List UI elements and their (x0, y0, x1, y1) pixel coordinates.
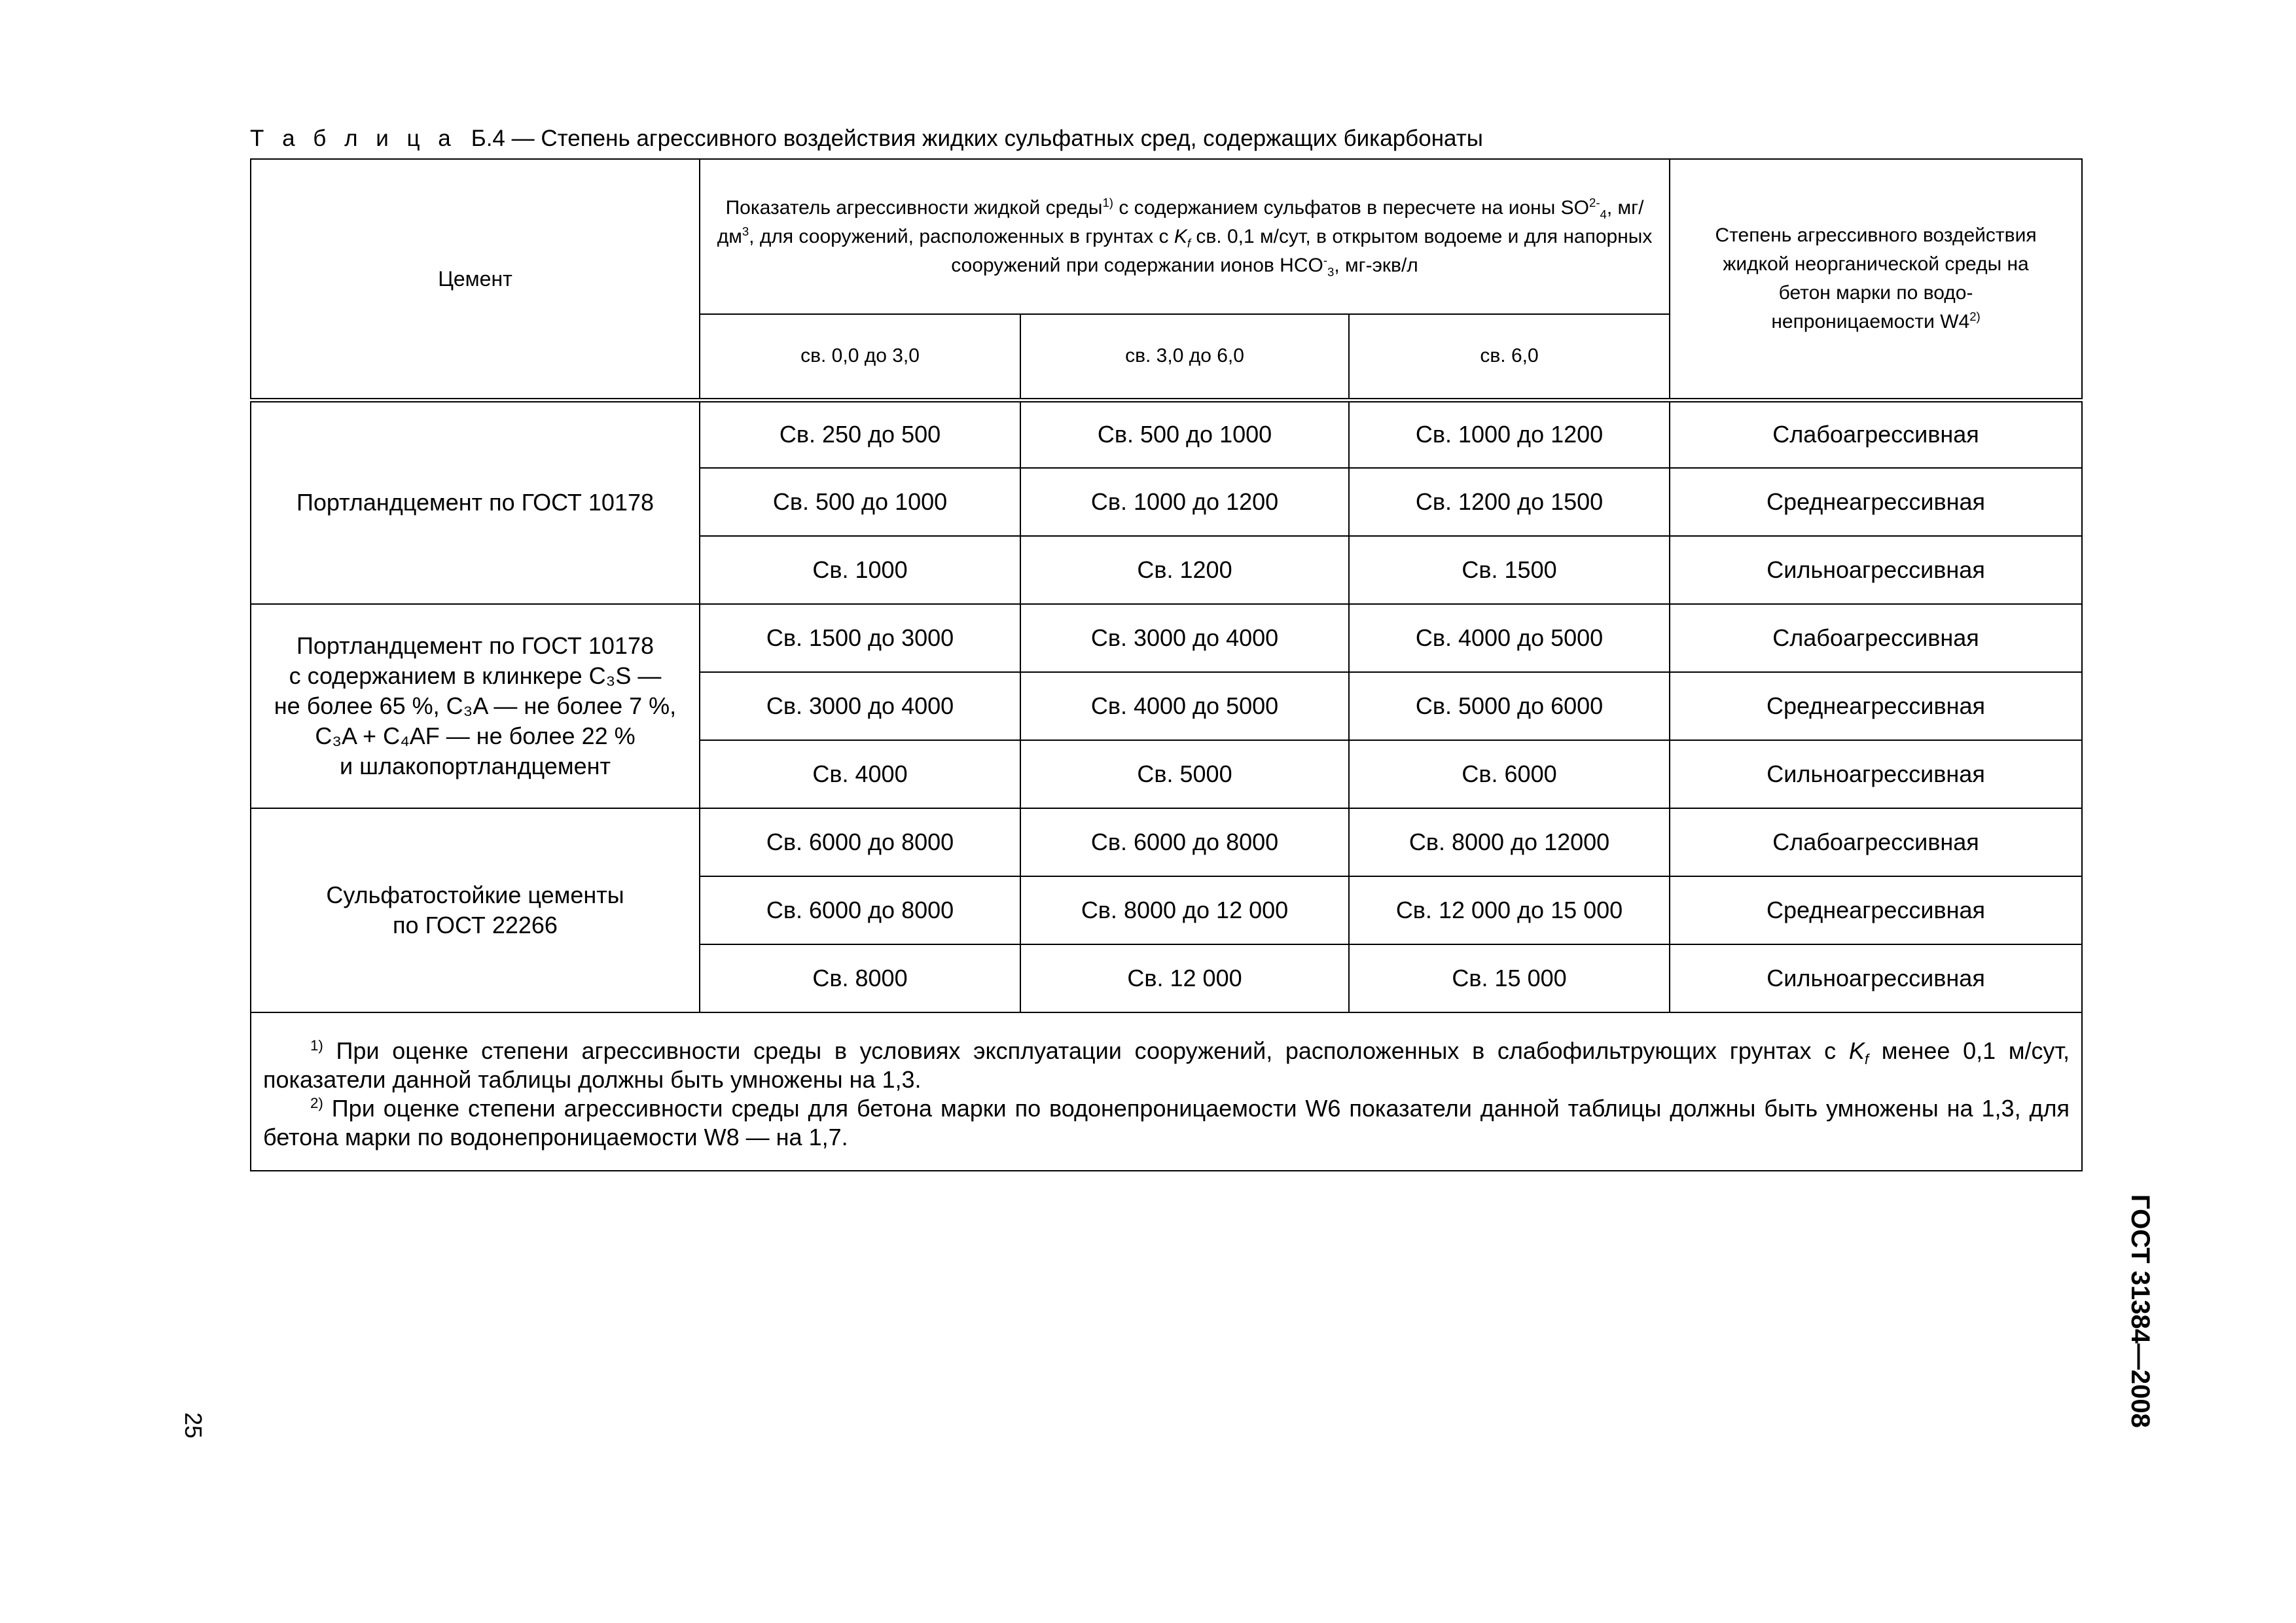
header-indicator: Показатель агрессивности жидкой среды$^{1)}$ с содержанием сульфатов в пересчете на ионы $SO^{2-}_4$, $мг/дм^3$, для сооружений, расположенных в грунтах с $K_f$ св. 0,1 м/сут, в открытом водоеме и для напорных сооружений при содержании ионов $HCO^-_3$, мг-экв/л (700, 159, 1670, 314)
degree-cell: Слабоагрессивная (1670, 400, 2082, 468)
value-cell: Св. 8000 (700, 944, 1020, 1012)
degree-cell: Среднеагрессивная (1670, 876, 2082, 944)
value-cell: Св. 6000 (1349, 740, 1670, 808)
value-cell: Св. 1200 (1020, 536, 1349, 604)
aggressiveness-table (250, 158, 2083, 1171)
table-caption (250, 124, 1483, 153)
footnote-2: $^{2)}$ При оценке степени агрессивности среды для бетона марки по водонепроницаемости W6 показатели данной таблицы должны быть умножены на 1,3, для бетона марки по водонепроницаемости W8 — на 1,7. (263, 1095, 2070, 1150)
value-cell: Св. 5000 до 6000 (1349, 672, 1670, 740)
value-cell: Св. 4000 до 5000 (1020, 672, 1349, 740)
header-degree: Степень агрессивного воздействия жидкой неорганической среды на бетон марки по водо-непроницаемости W4$^{2)}$ (1670, 159, 2082, 400)
degree-cell: Слабоагрессивная (1670, 604, 2082, 672)
value-cell: Св. 1500 до 3000 (700, 604, 1020, 672)
value-cell: Св. 5000 (1020, 740, 1349, 808)
degree-cell: Сильноагрессивная (1670, 944, 2082, 1012)
value-cell: Св. 12 000 до 15 000 (1349, 876, 1670, 944)
cement-cell-sulfate-resistant: Сульфатостойкие цементы по ГОСТ 22266 (251, 808, 700, 1012)
table-row (251, 400, 2082, 468)
value-cell: Св. 8000 до 12 000 (1020, 876, 1349, 944)
caption-text: Б.4 — Степень агрессивного воздействия жидких сульфатных сред, содержащих бикарбонаты (471, 126, 1483, 151)
value-cell: Св. 6000 до 8000 (1020, 808, 1349, 876)
value-cell: Св. 12 000 (1020, 944, 1349, 1012)
value-cell: Св. 500 до 1000 (1020, 400, 1349, 468)
value-cell: Св. 1000 до 1200 (1020, 468, 1349, 536)
table-row (251, 604, 2082, 672)
subheader-col-3: св. 6,0 (1349, 314, 1670, 400)
value-cell: Св. 6000 до 8000 (700, 808, 1020, 876)
cement-cell-portland-clinker: Портландцемент по ГОСТ 10178 с содержанием в клинкере C₃S — не более 65 %, C₃A — не более 7 %, C₃A + C₄AF — не более 22 % и шлакопортландцемент (251, 604, 700, 808)
caption-label: Т а б л и ц а (250, 126, 457, 151)
value-cell: Св. 4000 (700, 740, 1020, 808)
degree-cell: Сильноагрессивная (1670, 536, 2082, 604)
value-cell: Св. 3000 до 4000 (700, 672, 1020, 740)
value-cell: Св. 500 до 1000 (700, 468, 1020, 536)
value-cell: Св. 1200 до 1500 (1349, 468, 1670, 536)
value-cell: Св. 4000 до 5000 (1349, 604, 1670, 672)
value-cell: Св. 1500 (1349, 536, 1670, 604)
value-cell: Св. 8000 до 12000 (1349, 808, 1670, 876)
degree-cell: Среднеагрессивная (1670, 468, 2082, 536)
value-cell: Св. 1000 (700, 536, 1020, 604)
notes-row (251, 1012, 2082, 1171)
value-cell: Св. 250 до 500 (700, 400, 1020, 468)
table-row (251, 808, 2082, 876)
degree-cell: Сильноагрессивная (1670, 740, 2082, 808)
table-notes (251, 1012, 2082, 1171)
subheader-col-1: св. 0,0 до 3,0 (700, 314, 1020, 400)
value-cell: Св. 6000 до 8000 (700, 876, 1020, 944)
header-row (251, 159, 2082, 314)
header-cement: Цемент (251, 159, 700, 400)
footnote-1: $^{1)}$ При оценке степени агрессивности среды в условиях эксплуатации сооружений, расположенных в слабофильтрующих грунтах с $K_f$ менее 0,1 м/сут, показатели данной таблицы должны быть умножены на 1,3. (263, 1037, 2070, 1093)
value-cell: Св. 3000 до 4000 (1020, 604, 1349, 672)
value-cell: Св. 15 000 (1349, 944, 1670, 1012)
degree-cell: Среднеагрессивная (1670, 672, 2082, 740)
subheader-col-2: св. 3,0 до 6,0 (1020, 314, 1349, 400)
page-number: 25 (180, 1412, 207, 1439)
degree-cell: Слабоагрессивная (1670, 808, 2082, 876)
document-id: ГОСТ 31384—2008 (2126, 1194, 2155, 1428)
value-cell: Св. 1000 до 1200 (1349, 400, 1670, 468)
cement-cell-portland: Портландцемент по ГОСТ 10178 (251, 400, 700, 604)
